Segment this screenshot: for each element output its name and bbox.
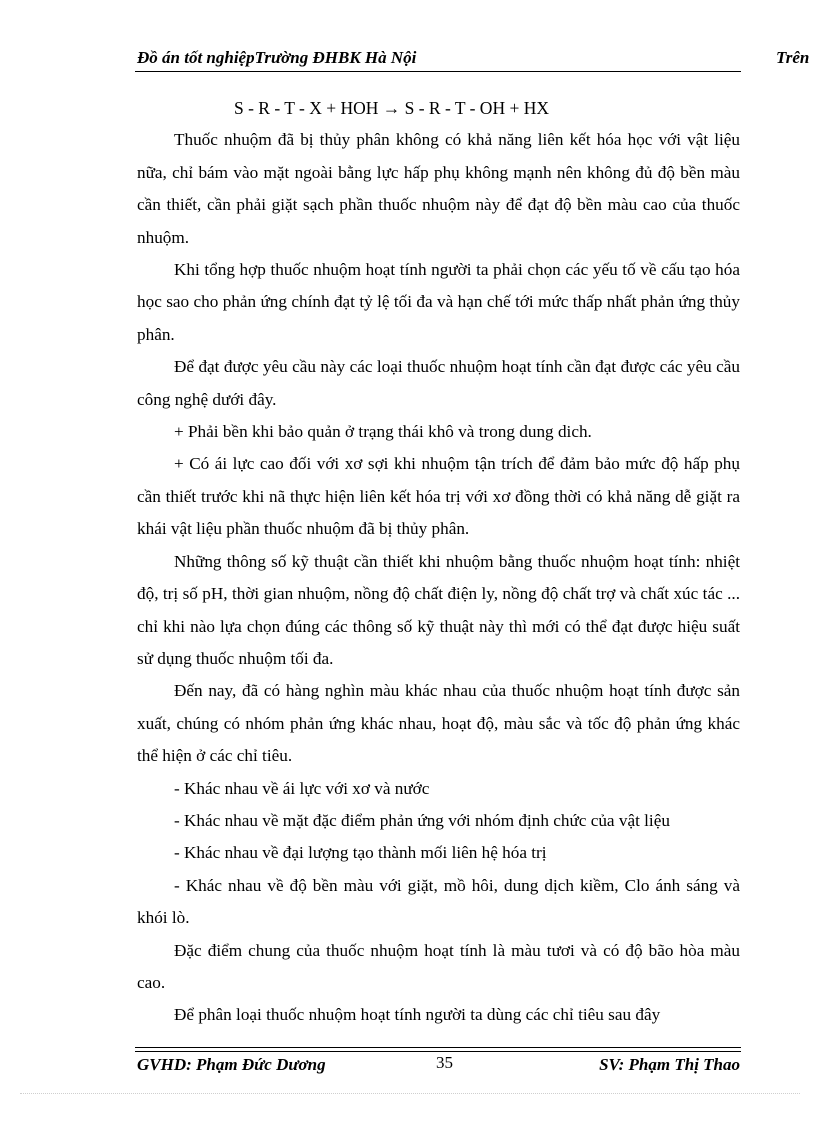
page-edge-divider xyxy=(20,1093,800,1094)
paragraph: Khi tổng hợp thuốc nhuộm hoạt tính người ta phải chọn các yếu tố về cấu tạo hóa học sao cho phản ứng chính đạt tỷ lệ tối đa và hạn chế tới mức thấp nhất phản ứng thủy phân. xyxy=(137,260,740,344)
paragraph: Những thông số kỹ thuật cần thiết khi nhuộm bằng thuốc nhuộm hoạt tính: nhiệt độ, trị số pH, thời gian nhuộm, nồng độ chất điện ly, nồng độ chất trợ và chất xúc tác ... chỉ khi nào lựa chọn đúng các thông số kỹ thuật này thì mới có thể đạt được hiệu suất sử dụng thuốc nhuộm tối đa. xyxy=(137,551,740,668)
header-divider xyxy=(135,71,741,72)
list-item: - Khác nhau về đại lượng tạo thành mối liên hệ hóa trị xyxy=(174,843,547,863)
paragraph: Đến nay, đã có hàng nghìn màu khác nhau của thuốc nhuộm hoạt tính được sản xuất, chúng có nhóm phản ứng khác nhau, hoạt độ, màu sắc và tốc độ phản ứng khác thể hiện ở các chỉ tiêu. xyxy=(137,681,740,766)
document-body xyxy=(137,92,740,1032)
reaction-formula: S - R - T - X + HOH → S - R - T - OH + HX xyxy=(234,98,549,118)
page-number: 35 xyxy=(436,1053,453,1072)
paragraph: Thuốc nhuộm đã bị thủy phân không có khả năng liên kết hóa học với vật liệu nữa, chỉ bám vào mặt ngoài bằng lực hấp phụ không mạnh nên không đủ độ bền màu cần thiết, cần phải giặt sạch phần thuốc nhuộm này để đạt độ bền màu cao của thuốc nhuộm. xyxy=(137,130,740,247)
list-item: - Khác nhau về ái lực với xơ và nước xyxy=(174,778,430,798)
header-title-right: Trên xyxy=(776,48,810,67)
list-item: + Có ái lực cao đối với xơ sợi khi nhuộm tận trích để đảm bảo mức độ hấp phụ cần thiết trước khi nã thực hiện liên kết hóa trị với xơ đồng thời có khả năng dễ giặt ra khái vật liệu phần thuốc nhuộm đã bị thủy phân. xyxy=(137,454,740,539)
footer-divider xyxy=(135,1047,741,1052)
list-item: - Khác nhau về độ bền màu với giặt, mồ hôi, dung dịch kiềm, Clo ánh sáng và khói lò. xyxy=(137,875,740,928)
paragraph: Để phân loại thuốc nhuộm hoạt tính người ta dùng các chỉ tiêu sau đây xyxy=(174,1005,661,1025)
list-item: - Khác nhau về mặt đặc điểm phản ứng với nhóm định chức của vật liệu xyxy=(174,810,670,830)
list-item: + Phải bền khi bảo quản ở trạng thái khô và trong dung dich. xyxy=(174,422,592,442)
paragraph: Đặc điểm chung của thuốc nhuộm hoạt tính là màu tươi và có độ bão hòa màu cao. xyxy=(137,940,740,992)
footer-student: SV: Phạm Thị Thao xyxy=(599,1055,740,1074)
paragraph: Để đạt được yêu cầu này các loại thuốc nhuộm hoạt tính cần đạt được các yêu cầu công nghệ dưới đây. xyxy=(137,357,740,409)
header-title: Đồ án tốt nghiệpTrường ĐHBK Hà Nội xyxy=(137,48,417,67)
footer-instructor: GVHD: Phạm Đức Dương xyxy=(137,1055,326,1074)
